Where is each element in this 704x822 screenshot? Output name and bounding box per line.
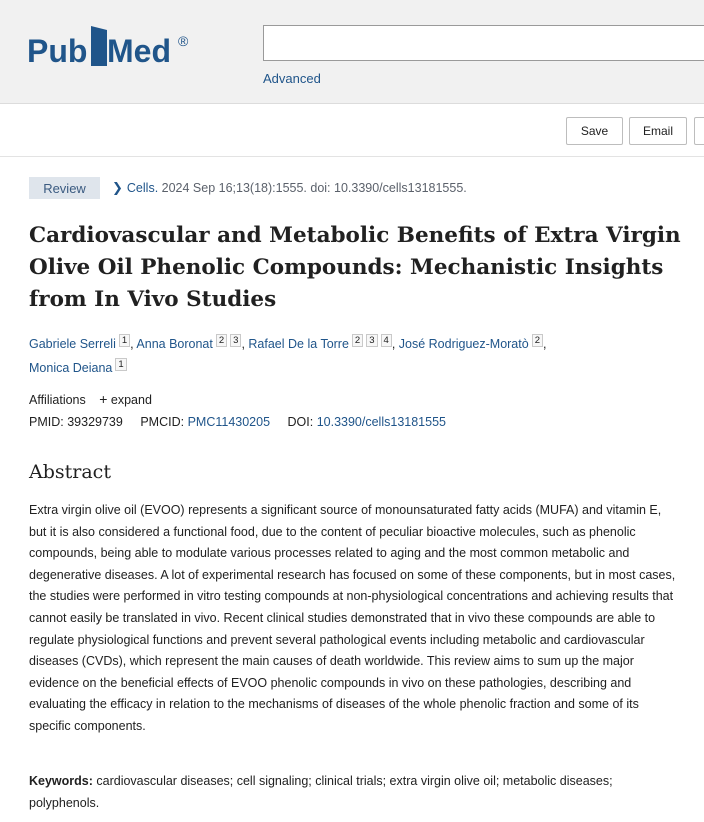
affiliation-ref[interactable]: 2 bbox=[532, 334, 543, 347]
identifiers-row bbox=[29, 415, 446, 429]
affiliation-ref[interactable]: 1 bbox=[119, 334, 130, 347]
author-link[interactable]: Anna Boronat bbox=[136, 337, 213, 351]
keywords-label: Keywords: bbox=[29, 774, 93, 788]
pmcid-label: PMCID: bbox=[140, 415, 185, 429]
author-link[interactable]: Rafael De la Torre bbox=[248, 337, 349, 351]
chevron-right-icon: ❯ bbox=[112, 180, 123, 195]
logo-text-pub: Pub bbox=[27, 33, 88, 69]
doi-link[interactable]: 10.3390/cells13181555 bbox=[316, 415, 446, 429]
abstract-heading: Abstract bbox=[29, 461, 111, 483]
affiliation-ref[interactable]: 2 bbox=[216, 334, 227, 347]
pmid-value: 39329739 bbox=[67, 415, 123, 429]
site-header bbox=[0, 0, 704, 104]
author-link[interactable]: Gabriele Serreli bbox=[29, 337, 116, 351]
logo-registered: ® bbox=[178, 33, 189, 49]
affiliation-ref[interactable]: 1 bbox=[115, 358, 126, 371]
citation-details: 2024 Sep 16;13(18):1555. doi: 10.3390/cells13181555. bbox=[158, 181, 467, 195]
keywords bbox=[29, 771, 669, 814]
journal-link[interactable]: Cells. bbox=[126, 181, 159, 195]
save-button[interactable]: Save bbox=[566, 117, 623, 145]
advanced-search-link[interactable]: Advanced bbox=[263, 71, 321, 86]
affiliation-ref[interactable]: 4 bbox=[381, 334, 392, 347]
affiliations-label: Affiliations bbox=[29, 393, 86, 407]
more-actions-button[interactable] bbox=[694, 117, 704, 145]
pmid-label: PMID: bbox=[29, 415, 64, 429]
abstract-text: Extra virgin olive oil (EVOO) represents a significant source of monounsaturated fatty acids (MUFA) and vitamin E, but it is also considered a functional food, due to the content of peculiar bioactive molecules, such as phenolic compounds, being able to modulate various processes related to aging and the most common metabolic and degenerative diseases. A lot of experimental research has focused on some of these components, but in most cases, the studies were performed in vitro testing compounds at non-physiological concentrations and achieving results that cannot easily be translated in vivo. Recent clinical studies demonstrated that in vivo these compounds are able to regulate physiological functions and prevent several pathological events including metabolic and cardiovascular diseases (CVDs), which represent the main causes of death worldwide. This review aims to sum up the major evidence on the beneficial effects of EVOO phenolic compounds in vivo on these pathologies, describing and evaluating the efficacy in relation to the mechanisms of diseases of the whole phenolic fraction and some of its specific components. bbox=[29, 503, 676, 733]
plus-icon[interactable]: + bbox=[99, 391, 108, 407]
affiliation-ref[interactable]: 3 bbox=[230, 334, 241, 347]
search-input[interactable] bbox=[263, 25, 704, 61]
expand-affiliations-toggle[interactable]: expand bbox=[110, 393, 152, 407]
doi-label: DOI: bbox=[287, 415, 314, 429]
pmcid-link[interactable]: PMC11430205 bbox=[187, 415, 271, 429]
affiliations-row bbox=[29, 391, 152, 407]
affiliation-ref[interactable]: 2 bbox=[352, 334, 363, 347]
citation-line bbox=[112, 180, 467, 196]
affiliation-ref[interactable]: 3 bbox=[366, 334, 377, 347]
author-link[interactable]: Monica Deiana bbox=[29, 361, 113, 375]
logo-book-icon bbox=[91, 26, 107, 66]
email-button[interactable]: Email bbox=[629, 117, 687, 145]
author-link[interactable]: José Rodriguez-Moratò bbox=[398, 337, 529, 351]
article-type-badge: Review bbox=[29, 177, 100, 199]
article-title: Cardiovascular and Metabolic Benefits of Extra Virgin Olive Oil Phenolic Compounds: Mechanistic Insights from In Vivo Studies bbox=[29, 223, 681, 312]
keywords-list: cardiovascular diseases; cell signaling; clinical trials; extra virgin olive oil; metabolic diseases; polyphenols. bbox=[29, 774, 613, 810]
pubmed-logo[interactable] bbox=[27, 22, 197, 78]
logo-text-med: Med bbox=[107, 33, 171, 69]
author-list: Gabriele Serreli $^1$ , Anna Boronat $^2$ $^3$ , Rafael De la Torre $^2$ $^3$ $^4$ , José Rodriguez-Moratò $^2$ , Monica Deiana $^1$ bbox=[29, 335, 547, 375]
